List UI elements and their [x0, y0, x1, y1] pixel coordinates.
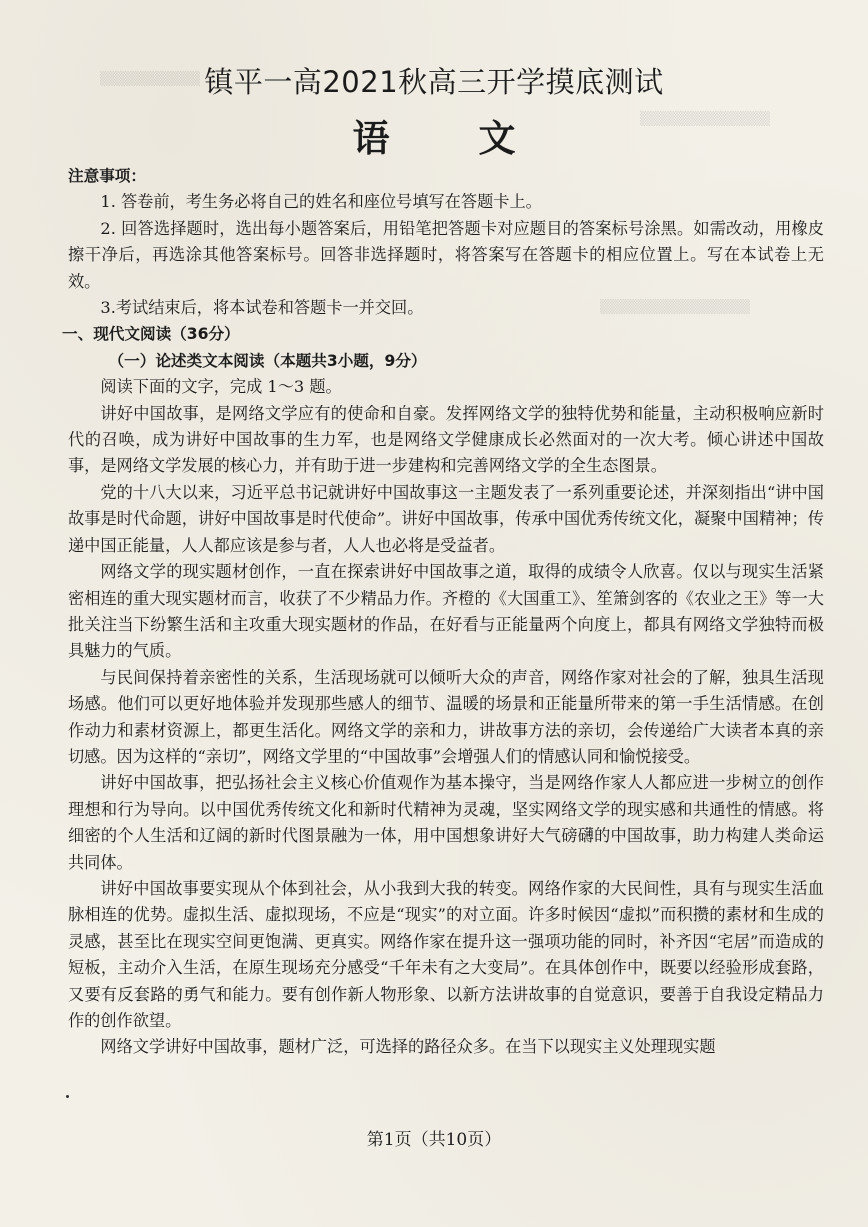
article-paragraph: 网络文学讲好中国故事，题材广泛，可选择的路径众多。在当下以现实主义处理现实题	[100, 1037, 716, 1057]
page-number: 第1页（共10页）	[366, 1130, 502, 1150]
notice-item: 1. 答卷前，考生务必将自己的姓名和座位号填写在答题卡上。	[100, 192, 542, 212]
subject-title: 语 文	[352, 116, 542, 160]
section-heading: 一、现代文阅读（36分）	[62, 325, 240, 344]
article-paragraph: 党的十八大以来，习近平总书记就讲好中国故事这一主题发表了一系列重要论述，并深刻指出“讲中国故事是时代命题，讲好中国故事是时代使命”。讲好中国故事，传承中国优秀传统文化，凝聚中国精神；传递中国正能量，人人都应该是参与者，人人也必将是受益者。	[68, 482, 824, 555]
article-paragraph: 与民间保持着亲密性的关系，生活现场就可以倾听大众的声音，网络作家对社会的了解，独具生活现场感。他们可以更好地体验并发现那些感人的细节、温暖的场景和正能量所带来的第一手生活情感。在创作动力和素材资源上，都更生活化。网络文学的亲和力，讲故事方法的亲切，会传递给广大读者本真的亲切感。因为这样的“亲切”，网络文学里的“中国故事”会增强人们的情感认同和愉悦接受。	[68, 667, 824, 766]
bleed-through-text: ▒▒▒▒▒▒▒▒▒▒	[100, 72, 200, 87]
notice-item: 3.考试结束后，将本试卷和答题卡一并交回。	[100, 298, 424, 318]
bleed-through-text: ▒▒▒▒▒▒▒▒▒▒▒▒▒▒▒	[600, 300, 750, 315]
subsection-heading: （一）论述类文本阅读（本题共3小题，9分）	[108, 351, 427, 370]
article-paragraph: 讲好中国故事，是网络文学应有的使命和自豪。发挥网络文学的独特优势和能量，主动积极响应新时代的召唤，成为讲好中国故事的生力军，也是网络文学健康成长必然面对的一次大考。倾心讲述中国故事，是网络文学发展的核心力，并有助于进一步建构和完善网络文学的全生态图景。	[68, 403, 824, 476]
exam-title: 镇平一高2021秋高三开学摸底测试	[204, 65, 664, 99]
notice-heading: 注意事项：	[68, 167, 146, 185]
notice-item: 2. 回答选择题时，选出每小题答案后，用铅笔把答题卡对应题目的答案标号涂黑。如需改动，用橡皮擦干净后，再选涂其他答案标号。回答非选择题时，将答案写在答题卡的相应位置上。写在本试卷上无效。	[68, 218, 824, 291]
article-paragraph: 讲好中国故事，把弘扬社会主义核心价值观作为基本操守，当是网络作家人人都应进一步树立的创作理想和行为导向。以中国优秀传统文化和新时代精神为灵魂，坚实网络文学的现实感和共通性的情感。将细密的个人生活和辽阔的新时代图景融为一体，用中国想象讲好大气磅礴的中国故事，助力构建人类命运共同体。	[68, 773, 824, 872]
bleed-through-text: ▒▒▒▒▒▒▒▒▒▒▒▒▒	[640, 112, 770, 127]
article-paragraph: 讲好中国故事要实现从个体到社会，从小我到大我的转变。网络作家的大民间性，具有与现实生活血脉相连的优势。虚拟生活、虚拟现场，不应是“现实”的对立面。许多时候因“虚拟”而积攒的素材和生成的灵感，甚至比在现实空间更饱满、更真实。网络作家在提升这一强项功能的同时，补齐因“宅居”而造成的短板，主动介入生活，在原生现场充分感受“千年未有之大变局”。在具体创作中，既要以经验形成套路，又要有反套路的勇气和能力。要有创作新人物形象、以新方法讲故事的自觉意识，要善于自我设定精品力作的创作欲望。	[68, 878, 824, 1030]
article-paragraph: 网络文学的现实题材创作，一直在探索讲好中国故事之道，取得的成绩令人欣喜。仅以与现实生活紧密相连的重大现实题材而言，收获了不少精品力作。齐橙的《大国重工》、笙箫剑客的《农业之王》等一大批关注当下纷繁生活和主攻重大现实题材的作品，在好看与正能量两个向度上，都具有网络文学独特而极具魅力的气质。	[68, 562, 824, 661]
reading-instruction: 阅读下面的文字，完成 1～3 题。	[100, 377, 342, 397]
print-speck	[66, 1095, 69, 1098]
exam-content	[62, 163, 824, 1061]
